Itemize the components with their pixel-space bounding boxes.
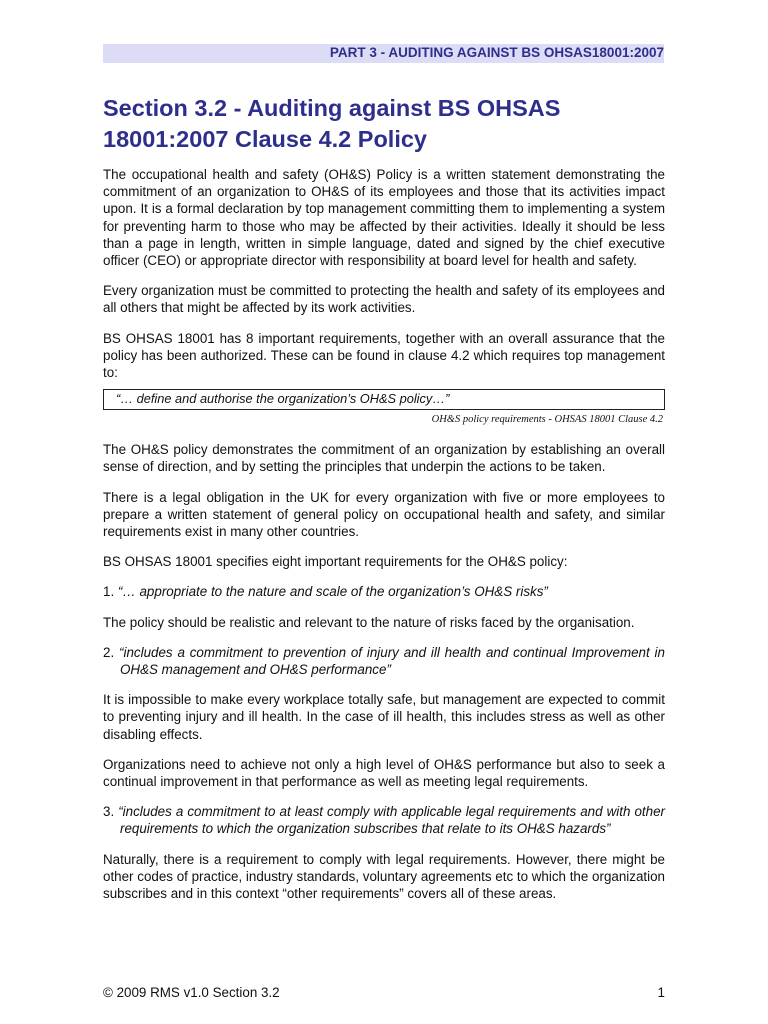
- figure-caption: OH&S policy requirements - OHSAS 18001 Clause 4.2: [431, 414, 663, 426]
- header-banner: [103, 44, 664, 63]
- page-number: 1: [657, 985, 665, 1000]
- paragraph: BS OHSAS 18001 has 8 important requirements, together with an overall assurance that the policy has been authorized. These can be found in clause 4.2 which requires top management to:: [103, 330, 665, 381]
- requirement-text: “includes a commitment to at least comply with applicable legal requirements and with other requirements to which the organization subscribes that relate to its OH&S hazards”: [118, 804, 665, 837]
- requirement-text: “includes a commitment to prevention of injury and ill health and continual Improvement in OH&S management and OH&S performance”: [119, 644, 665, 678]
- paragraph: It is impossible to make every workplace totally safe, but management are expected to commit to preventing injury and ill health. In the case of ill health, this includes stress as well as other disabling effects.: [103, 692, 665, 742]
- paragraph: The occupational health and safety (OH&S) Policy is a written statement demonstrating the commitment of an organization to OH&S of its employees and those that its activities impact upon. It is a formal declaration by top management committing them to implementing a system for preventing harm to those who may be affected by their activities. Ideally it should be less than a page in length, written in simple language, dated and signed by the chief executive officer (CEO) or appropriate director with responsibility at board level for health and safety.: [103, 167, 665, 269]
- document-body: [103, 166, 665, 915]
- paragraph: Organizations need to achieve not only a high level of OH&S performance but also to seek a continual improvement in that performance as well as meeting legal requirements.: [103, 756, 665, 790]
- requirement-number: 3.: [103, 804, 115, 820]
- paragraph: The policy should be realistic and relevant to the nature of risks faced by the organisation.: [103, 614, 635, 630]
- paragraph: Every organization must be committed to protecting the health and safety of its employees and all others that might be affected by its work activities.: [103, 283, 665, 316]
- page-title-line1: Section 3.2 - Auditing against BS OHSAS: [103, 95, 561, 121]
- page-title: [103, 93, 693, 155]
- quote-box: “… define and authorise the organization’s OH&S policy…”: [103, 389, 665, 410]
- page-title-line2: 18001:2007 Clause 4.2 Policy: [103, 126, 427, 152]
- requirement-3: [103, 803, 665, 837]
- requirement-1: [103, 583, 665, 600]
- paragraph: BS OHSAS 18001 specifies eight important requirements for the OH&S policy:: [103, 554, 568, 570]
- paragraph: Naturally, there is a requirement to comply with legal requirements. However, there might be other codes of practice, industry standards, voluntary agreements etc to which the organization subscribes and in this context “other requirements” covers all of these areas.: [103, 851, 665, 902]
- requirement-number: 2.: [103, 644, 115, 660]
- requirement-number: 1.: [103, 584, 115, 600]
- footer-copyright: © 2009 RMS v1.0 Section 3.2: [103, 985, 280, 1000]
- paragraph: The OH&S policy demonstrates the commitment of an organization by establishing an overall sense of direction, and by setting the principles that underpin the actions to be taken.: [103, 442, 665, 475]
- requirement-2: [103, 644, 665, 678]
- header-banner-text: PART 3 - AUDITING AGAINST BS OHSAS18001:2007: [329, 45, 664, 60]
- requirement-text: “… appropriate to the nature and scale of the organization’s OH&S risks”: [117, 584, 548, 600]
- paragraph: There is a legal obligation in the UK for every organization with five or more employees to prepare a written statement of general policy on occupational health and safety, and similar requirements exist in many other countries.: [103, 489, 665, 540]
